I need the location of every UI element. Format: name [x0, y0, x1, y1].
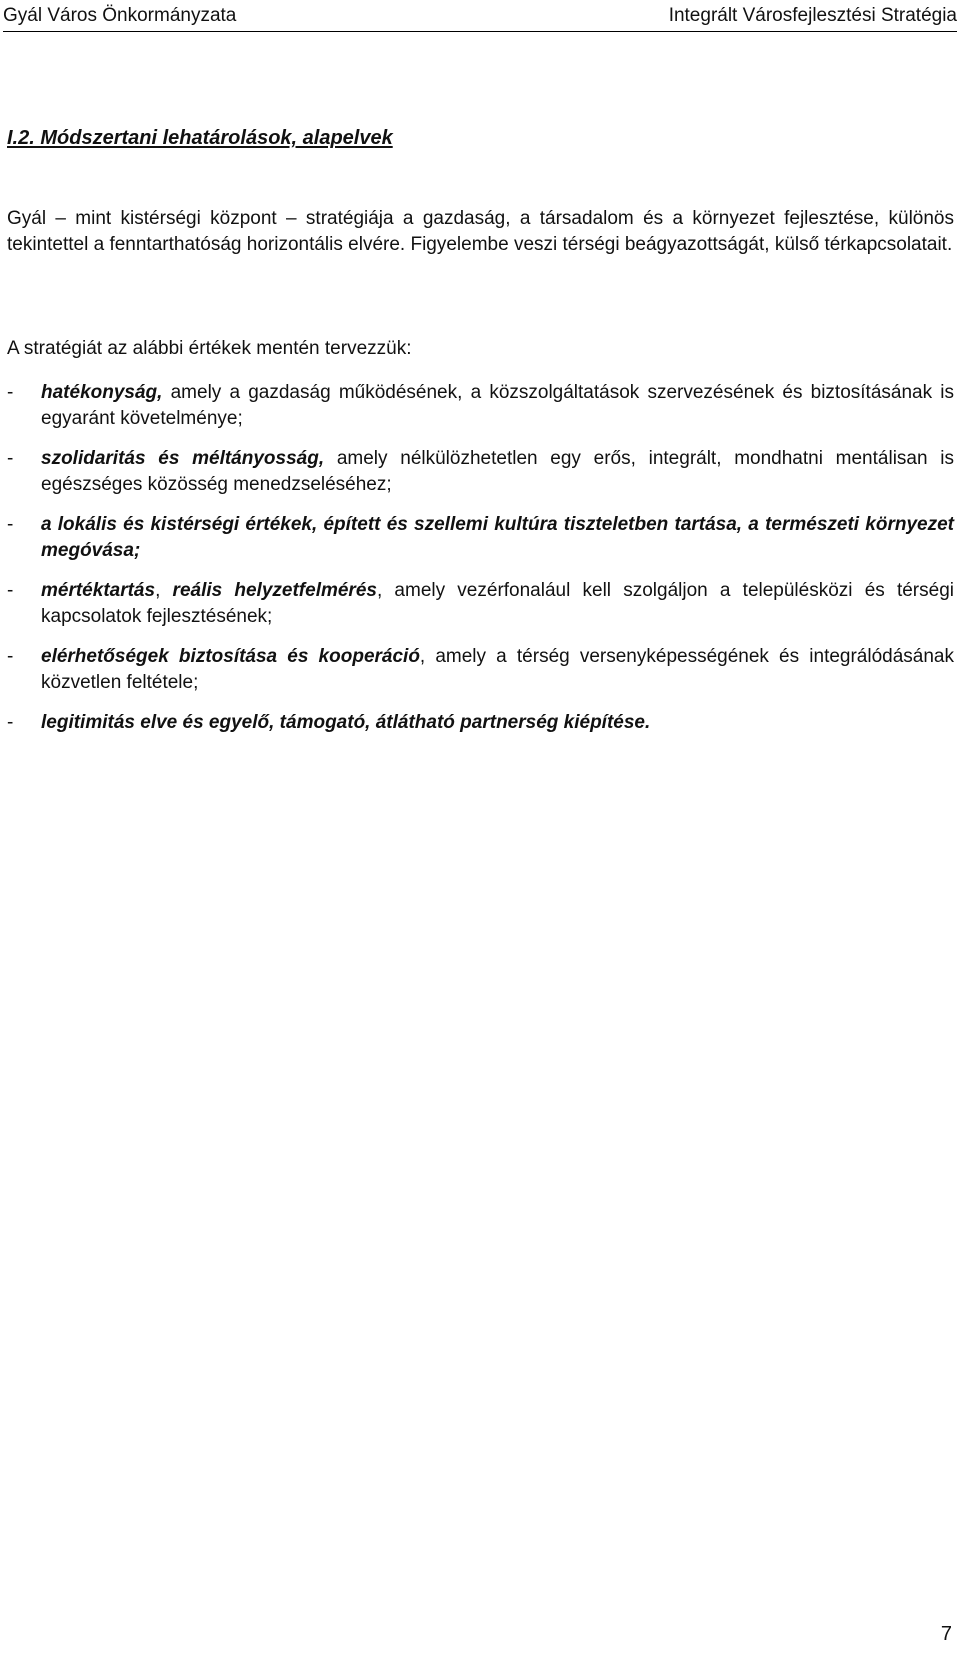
list-dash: - [7, 382, 14, 403]
value-item-term-secondary: reális helyzetfelmérés [172, 580, 377, 601]
value-item-term: hatékonyság, [41, 382, 163, 403]
value-item-term: elérhetőségek biztosítása és kooperáció [41, 646, 420, 667]
value-item-term: a lokális és kistérségi értékek, épített és szellemi kultúra tiszteletben tartása, a természeti környezet megóvása; [41, 514, 954, 561]
value-item-term: szolidaritás és méltányosság, [41, 448, 325, 469]
value-item-term: legitimitás elve és egyelő, támogató, átlátható partnerség kiépítése. [41, 712, 651, 733]
page-header [3, 0, 957, 32]
value-item-legitimacy [7, 710, 954, 736]
intro-paragraph: Gyál – mint kistérségi központ – stratégiája a gazdaság, a társadalom és a környezet fejlesztése, különös tekintettel a fenntarthatóság horizontális elvére. Figyelembe veszi térségi beágyazottságát, külső térkapcsolatait. [7, 208, 954, 255]
value-item-description: amely a gazdaság működésének, a közszolgáltatások szervezésének és biztosításának is egyaránt követelménye; [41, 382, 954, 429]
value-item-term: mértéktartás [41, 580, 156, 601]
list-dash: - [7, 646, 14, 667]
value-item-description: amely nélkülözhetetlen egy erős, integrált, mondhatni mentálisan is egészséges közösség menedzseléséhez; [41, 448, 954, 495]
list-dash: - [7, 448, 14, 469]
section-title: I.2. Módszertani lehatárolások, alapelvek [7, 127, 393, 149]
value-item-local-values [7, 512, 954, 564]
value-item-moderation [7, 578, 954, 630]
header-organization: Gyál Város Önkormányzata [3, 5, 237, 26]
value-item-description: , amely vezérfonalául kell szolgáljon a településközi és térségi kapcsolatok fejlesztésének; [41, 580, 954, 627]
value-item-accessibility [7, 644, 954, 696]
list-dash: - [7, 514, 14, 535]
value-item-separator: , [155, 580, 173, 601]
values-list [7, 380, 954, 750]
list-dash: - [7, 580, 14, 601]
value-item-efficiency [7, 380, 954, 432]
value-item-description: , amely a térség versenyképességének és integrálódásának közvetlen feltétele; [41, 646, 954, 693]
header-document-title: Integrált Városfejlesztési Stratégia [668, 5, 957, 26]
values-lead-paragraph: A stratégiát az alábbi értékek mentén tervezzük: [7, 338, 412, 359]
value-item-solidarity [7, 446, 954, 498]
list-dash: - [7, 712, 14, 733]
page-number: 7 [940, 1623, 952, 1645]
